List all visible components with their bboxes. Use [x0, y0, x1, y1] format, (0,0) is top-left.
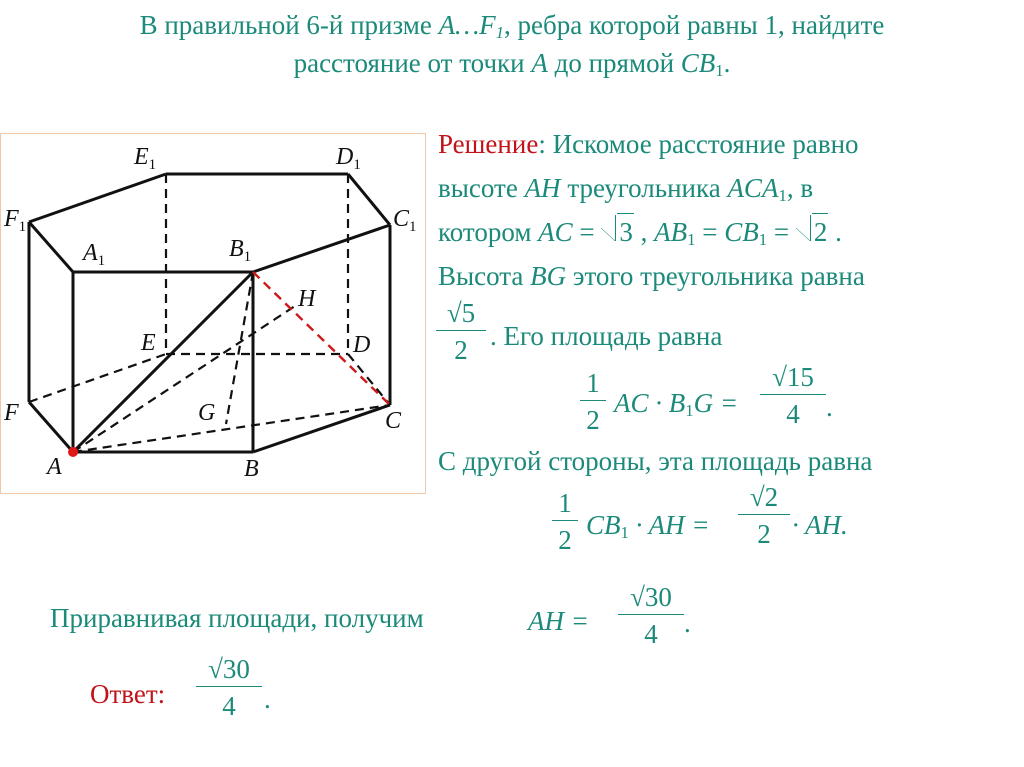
- solution-label: Решение: [438, 129, 539, 159]
- label-b1: $B_1$: [229, 236, 252, 265]
- answer-value: $\frac{√30}{4}$: [196, 654, 262, 721]
- label-e: E: [141, 330, 156, 356]
- area1-dot: .: [826, 392, 833, 422]
- edge-fa: [29, 402, 73, 452]
- answer-label: Ответ:: [90, 679, 166, 709]
- sqrt-3: 3: [601, 213, 634, 248]
- edge-f1e1: [29, 174, 166, 222]
- label-f: F: [4, 400, 19, 426]
- sqrt-2: 2: [796, 213, 829, 248]
- ah-result: $\frac{√30}{4}$: [618, 582, 684, 649]
- label-a1: $A_1$: [83, 240, 106, 269]
- segment-ab1: [73, 272, 253, 452]
- label-f1: $F_1$: [4, 206, 27, 235]
- area2-sqrt-half: $\frac{√2}{2}$: [738, 482, 790, 549]
- solution-line-2: высоте AH треугольника $ACA_1$, в: [438, 173, 814, 206]
- edge-c1b1: [253, 225, 390, 272]
- edge-bc: [253, 405, 390, 452]
- label-c1: $C_1$: [393, 206, 417, 235]
- label-c: C: [385, 408, 402, 434]
- area1-expression: AC · $B_1G$ =: [614, 388, 739, 421]
- label-g: G: [198, 400, 216, 426]
- label-a: A: [47, 454, 62, 480]
- answer-dot: .: [264, 684, 271, 714]
- height-line: Высота BG этого треугольника равна: [438, 261, 865, 291]
- point-a-marker: [68, 447, 78, 457]
- segment-ac: [73, 405, 390, 452]
- solution-line-3: котором AC = 3 , $AB_1 = CB_1 = 2$ .: [438, 213, 842, 248]
- height-fraction: $\frac{√5}{2}$: [436, 298, 486, 365]
- ah-dot: .: [684, 608, 691, 638]
- label-h: H: [298, 286, 316, 312]
- label-d: D: [353, 332, 371, 358]
- equate-line: Приравнивая площади, получим: [50, 603, 424, 633]
- area1-half: $\frac{1}{2}$: [580, 368, 606, 435]
- label-e1: $E_1$: [134, 144, 157, 173]
- solution-line-1: Решение: Искомое расстояние равно: [438, 129, 859, 159]
- edge-d1c1: [348, 174, 390, 225]
- label-d1: $D_1$: [336, 144, 361, 173]
- label-b: B: [244, 456, 259, 482]
- area2-tail: · AH.: [792, 510, 848, 540]
- edge-a1f1: [29, 222, 73, 272]
- area2-half: $\frac{1}{2}$: [552, 488, 578, 555]
- area-intro: . Его площадь равна: [490, 321, 723, 351]
- area2-expression: $CB_1$ · AH =: [586, 510, 710, 543]
- prism-diagram: [1, 134, 425, 493]
- problem-statement: В правильной 6-й призме $A\dots F_1$, ребра которой равны 1, найдите расстояние от точки A до прямой $CB_1$.: [139, 10, 885, 81]
- other-side-line: С другой стороны, эта площадь равна: [438, 446, 873, 476]
- segment-ah: [73, 306, 295, 452]
- area1-result: $\frac{√15}{4}$: [760, 362, 826, 429]
- ah-lhs: AH =: [528, 606, 589, 636]
- prism-figure: [0, 133, 426, 494]
